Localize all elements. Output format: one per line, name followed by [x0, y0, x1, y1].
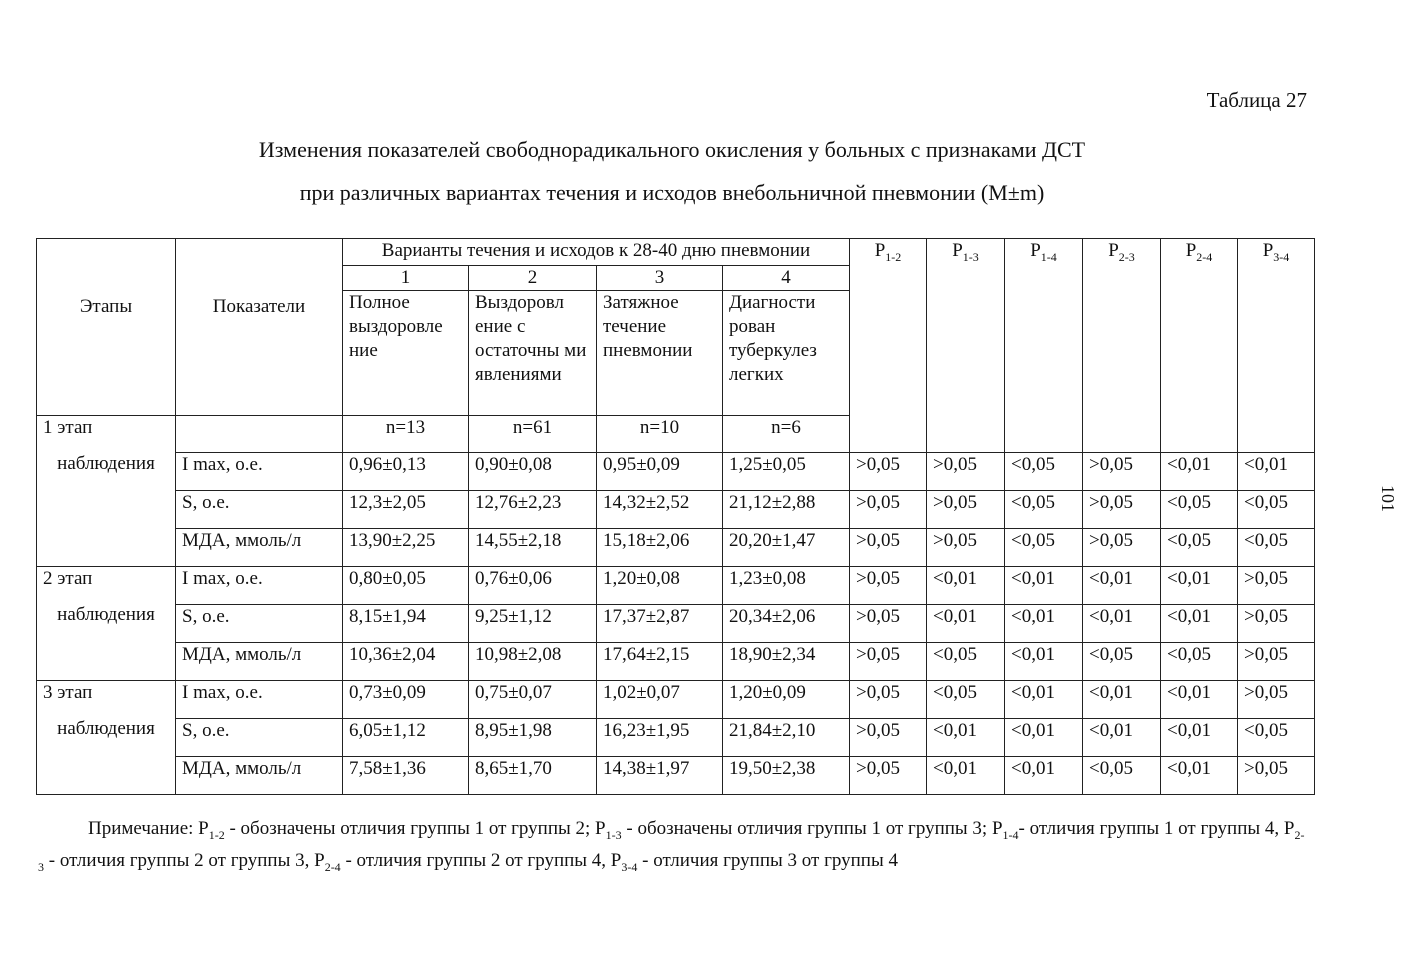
p-value-cell: >0,05 [850, 757, 927, 795]
value-cell: 20,34±2,06 [723, 605, 850, 643]
value-cell: 8,65±1,70 [469, 757, 597, 795]
stage-sublabel: наблюдения [57, 453, 155, 474]
header-p-1-3: $P_{1-3}$ [927, 239, 1005, 453]
value-cell: 12,3±2,05 [343, 491, 469, 529]
header-variants: Варианты течения и исходов к 28-40 дню пневмонии [343, 239, 850, 266]
note-text: - обозначены отличия группы 1 от группы 3; P [621, 818, 1003, 839]
value-cell: 1,25±0,05 [723, 453, 850, 491]
p-value-cell: <0,01 [1238, 453, 1315, 491]
p-value-cell: >0,05 [1083, 453, 1161, 491]
value-cell: 1,23±0,08 [723, 567, 850, 605]
header-p-3-4: $P_{3-4}$ [1238, 239, 1315, 453]
p-value-cell: >0,05 [1083, 529, 1161, 567]
value-cell: 1,20±0,09 [723, 681, 850, 719]
p-value-cell: <0,01 [927, 719, 1005, 757]
value-cell: 21,12±2,88 [723, 491, 850, 529]
p-value-cell: >0,05 [1238, 605, 1315, 643]
value-cell: 14,55±2,18 [469, 529, 597, 567]
p-value-cell: >0,05 [850, 491, 927, 529]
header-p-1-2: $P_{1-2}$ [850, 239, 927, 453]
p-value-cell: <0,01 [1005, 757, 1083, 795]
note-subscript: 2-4 [324, 859, 341, 874]
note-text: - обозначены отличия группы 1 от группы 2; P [224, 818, 606, 839]
table-row [37, 453, 1315, 491]
group-name: Диагности рован туберкулез легких [723, 291, 850, 416]
stage-label: 3 этап [43, 682, 93, 703]
indicator-cell: S, о.е. [176, 719, 343, 757]
table-title [0, 128, 1344, 214]
p-value-cell: <0,01 [1005, 681, 1083, 719]
stage-cell [37, 416, 176, 567]
p-value-cell: <0,05 [1238, 491, 1315, 529]
note-text: - отличия группы 1 от группы 4, P [1018, 818, 1295, 839]
p-value-cell: <0,05 [1083, 643, 1161, 681]
table-row [37, 681, 1315, 719]
p-value-cell: <0,01 [1161, 719, 1238, 757]
indicator-cell: I max, о.е. [176, 453, 343, 491]
value-cell: 6,05±1,12 [343, 719, 469, 757]
p-value-cell: >0,05 [850, 605, 927, 643]
group-number: 4 [723, 266, 850, 291]
group-name: Выздоровл ение с остаточны ми явлениями [469, 291, 597, 416]
p-value-cell: >0,05 [1238, 757, 1315, 795]
value-cell: 14,32±2,52 [597, 491, 723, 529]
p-value-cell: <0,01 [1083, 567, 1161, 605]
group-name: Полное выздоровле ние [343, 291, 469, 416]
group-size: n=6 [723, 416, 850, 453]
value-cell: 1,02±0,07 [597, 681, 723, 719]
value-cell: 0,95±0,09 [597, 453, 723, 491]
p-value-cell: <0,01 [1005, 643, 1083, 681]
group-number: 3 [597, 266, 723, 291]
p-value-cell: <0,05 [1161, 491, 1238, 529]
p-value-cell: >0,05 [850, 681, 927, 719]
title-line-1: Изменения показателей свободнорадикального окисления у больных с признаками ДСТ [258, 137, 1086, 162]
p-value-cell: <0,01 [1083, 719, 1161, 757]
p-value-cell: >0,05 [850, 567, 927, 605]
p-value-cell: >0,05 [1238, 567, 1315, 605]
value-cell: 19,50±2,38 [723, 757, 850, 795]
p-value-cell: <0,01 [1005, 719, 1083, 757]
p-value-cell: <0,01 [1161, 757, 1238, 795]
p-value-cell: >0,05 [1238, 681, 1315, 719]
note-text: - отличия группы 2 от группы 3, P [44, 849, 325, 871]
note-subscript: 2-3 [38, 827, 1305, 874]
p-value-cell: <0,05 [927, 643, 1005, 681]
value-cell: 0,75±0,07 [469, 681, 597, 719]
value-cell: 12,76±2,23 [469, 491, 597, 529]
p-value-cell: >0,05 [850, 453, 927, 491]
value-cell: 21,84±2,10 [723, 719, 850, 757]
header-stages: Этапы [37, 239, 176, 416]
table-row [37, 643, 1315, 681]
table-row [37, 719, 1315, 757]
value-cell: 0,76±0,06 [469, 567, 597, 605]
table-row [37, 529, 1315, 567]
value-cell: 0,90±0,08 [469, 453, 597, 491]
indicator-cell: I max, о.е. [176, 681, 343, 719]
value-cell: 17,64±2,15 [597, 643, 723, 681]
header-indicators: Показатели [176, 239, 343, 416]
header-p-1-4: $P_{1-4}$ [1005, 239, 1083, 453]
p-value-cell: <0,05 [1005, 491, 1083, 529]
value-cell: 20,20±1,47 [723, 529, 850, 567]
p-value-cell: <0,01 [927, 757, 1005, 795]
indicator-cell: S, о.е. [176, 491, 343, 529]
header-p-2-4: $P_{2-4}$ [1161, 239, 1238, 453]
value-cell: 0,96±0,13 [343, 453, 469, 491]
value-cell: 14,38±1,97 [597, 757, 723, 795]
indicator-cell: МДА, ммоль/л [176, 643, 343, 681]
value-cell: 15,18±2,06 [597, 529, 723, 567]
value-cell: 17,37±2,87 [597, 605, 723, 643]
p-value-cell: >0,05 [1238, 643, 1315, 681]
p-value-cell: <0,01 [1083, 605, 1161, 643]
p-value-cell: <0,01 [1005, 567, 1083, 605]
p-value-cell: >0,05 [850, 643, 927, 681]
p-value-cell: >0,05 [850, 719, 927, 757]
table-label: Таблица 27 [1206, 88, 1307, 112]
table-note [38, 816, 1308, 880]
indicator-cell: МДА, ммоль/л [176, 757, 343, 795]
p-value-cell: <0,05 [1238, 719, 1315, 757]
p-value-cell: <0,05 [1005, 529, 1083, 567]
value-cell: 18,90±2,34 [723, 643, 850, 681]
note-text: - отличия группы 2 от группы 4, P [340, 849, 622, 871]
p-value-cell: <0,01 [1161, 453, 1238, 491]
p-value-cell: >0,05 [850, 529, 927, 567]
p-value-cell: <0,01 [1161, 681, 1238, 719]
note-subscript: 1-2 [208, 827, 225, 842]
value-cell: 9,25±1,12 [469, 605, 597, 643]
value-cell: 1,20±0,08 [597, 567, 723, 605]
group-name: Затяжное течение пневмонии [597, 291, 723, 416]
value-cell: 0,73±0,09 [343, 681, 469, 719]
p-value-cell: >0,05 [927, 453, 1005, 491]
p-value-cell: <0,05 [1161, 529, 1238, 567]
page-number: 101 [1378, 485, 1398, 512]
stage-sublabel: наблюдения [57, 718, 155, 739]
group-size: n=10 [597, 416, 723, 453]
note-subscript: 3-4 [621, 859, 638, 874]
stage-label: 2 этап [43, 568, 93, 589]
note-subscript: 1-3 [605, 827, 622, 842]
value-cell: 0,80±0,05 [343, 567, 469, 605]
p-value-cell: >0,05 [1083, 491, 1161, 529]
table-row [37, 605, 1315, 643]
value-cell: 10,36±2,04 [343, 643, 469, 681]
p-value-cell: <0,01 [927, 567, 1005, 605]
p-value-cell: <0,01 [1005, 605, 1083, 643]
table-row [37, 567, 1315, 605]
group-number: 1 [343, 266, 469, 291]
p-value-cell: <0,01 [1161, 567, 1238, 605]
data-table [36, 238, 1315, 795]
indicator-cell: МДА, ммоль/л [176, 529, 343, 567]
p-value-cell: <0,01 [1161, 605, 1238, 643]
stage-cell [37, 681, 176, 795]
group-number: 2 [469, 266, 597, 291]
empty-cell [176, 416, 343, 453]
indicator-cell: I max, о.е. [176, 567, 343, 605]
p-value-cell: <0,01 [1083, 681, 1161, 719]
stage-label: 1 этап [43, 417, 93, 438]
note-text: - отличия группы 3 от группы 4 [637, 849, 898, 871]
p-value-cell: <0,05 [1238, 529, 1315, 567]
stage-sublabel: наблюдения [57, 604, 155, 625]
group-size: n=61 [469, 416, 597, 453]
table-row [37, 757, 1315, 795]
p-value-cell: <0,05 [1005, 453, 1083, 491]
value-cell: 13,90±2,25 [343, 529, 469, 567]
table-row [37, 491, 1315, 529]
value-cell: 10,98±2,08 [469, 643, 597, 681]
note-subscript: 1-4 [1002, 827, 1019, 842]
p-value-cell: >0,05 [927, 491, 1005, 529]
indicator-cell: S, о.е. [176, 605, 343, 643]
value-cell: 7,58±1,36 [343, 757, 469, 795]
p-value-cell: <0,01 [927, 605, 1005, 643]
p-value-cell: >0,05 [927, 529, 1005, 567]
group-size: n=13 [343, 416, 469, 453]
note-text: Примечание: P [88, 818, 209, 839]
stage-cell [37, 567, 176, 681]
title-line-2: при различных вариантах течения и исходов внебольничной пневмонии (M±m) [299, 180, 1045, 205]
value-cell: 8,15±1,94 [343, 605, 469, 643]
header-row [37, 239, 1315, 266]
p-value-cell: <0,05 [927, 681, 1005, 719]
header-p-2-3: $P_{2-3}$ [1083, 239, 1161, 453]
value-cell: 16,23±1,95 [597, 719, 723, 757]
value-cell: 8,95±1,98 [469, 719, 597, 757]
p-value-cell: <0,05 [1083, 757, 1161, 795]
p-value-cell: <0,05 [1161, 643, 1238, 681]
